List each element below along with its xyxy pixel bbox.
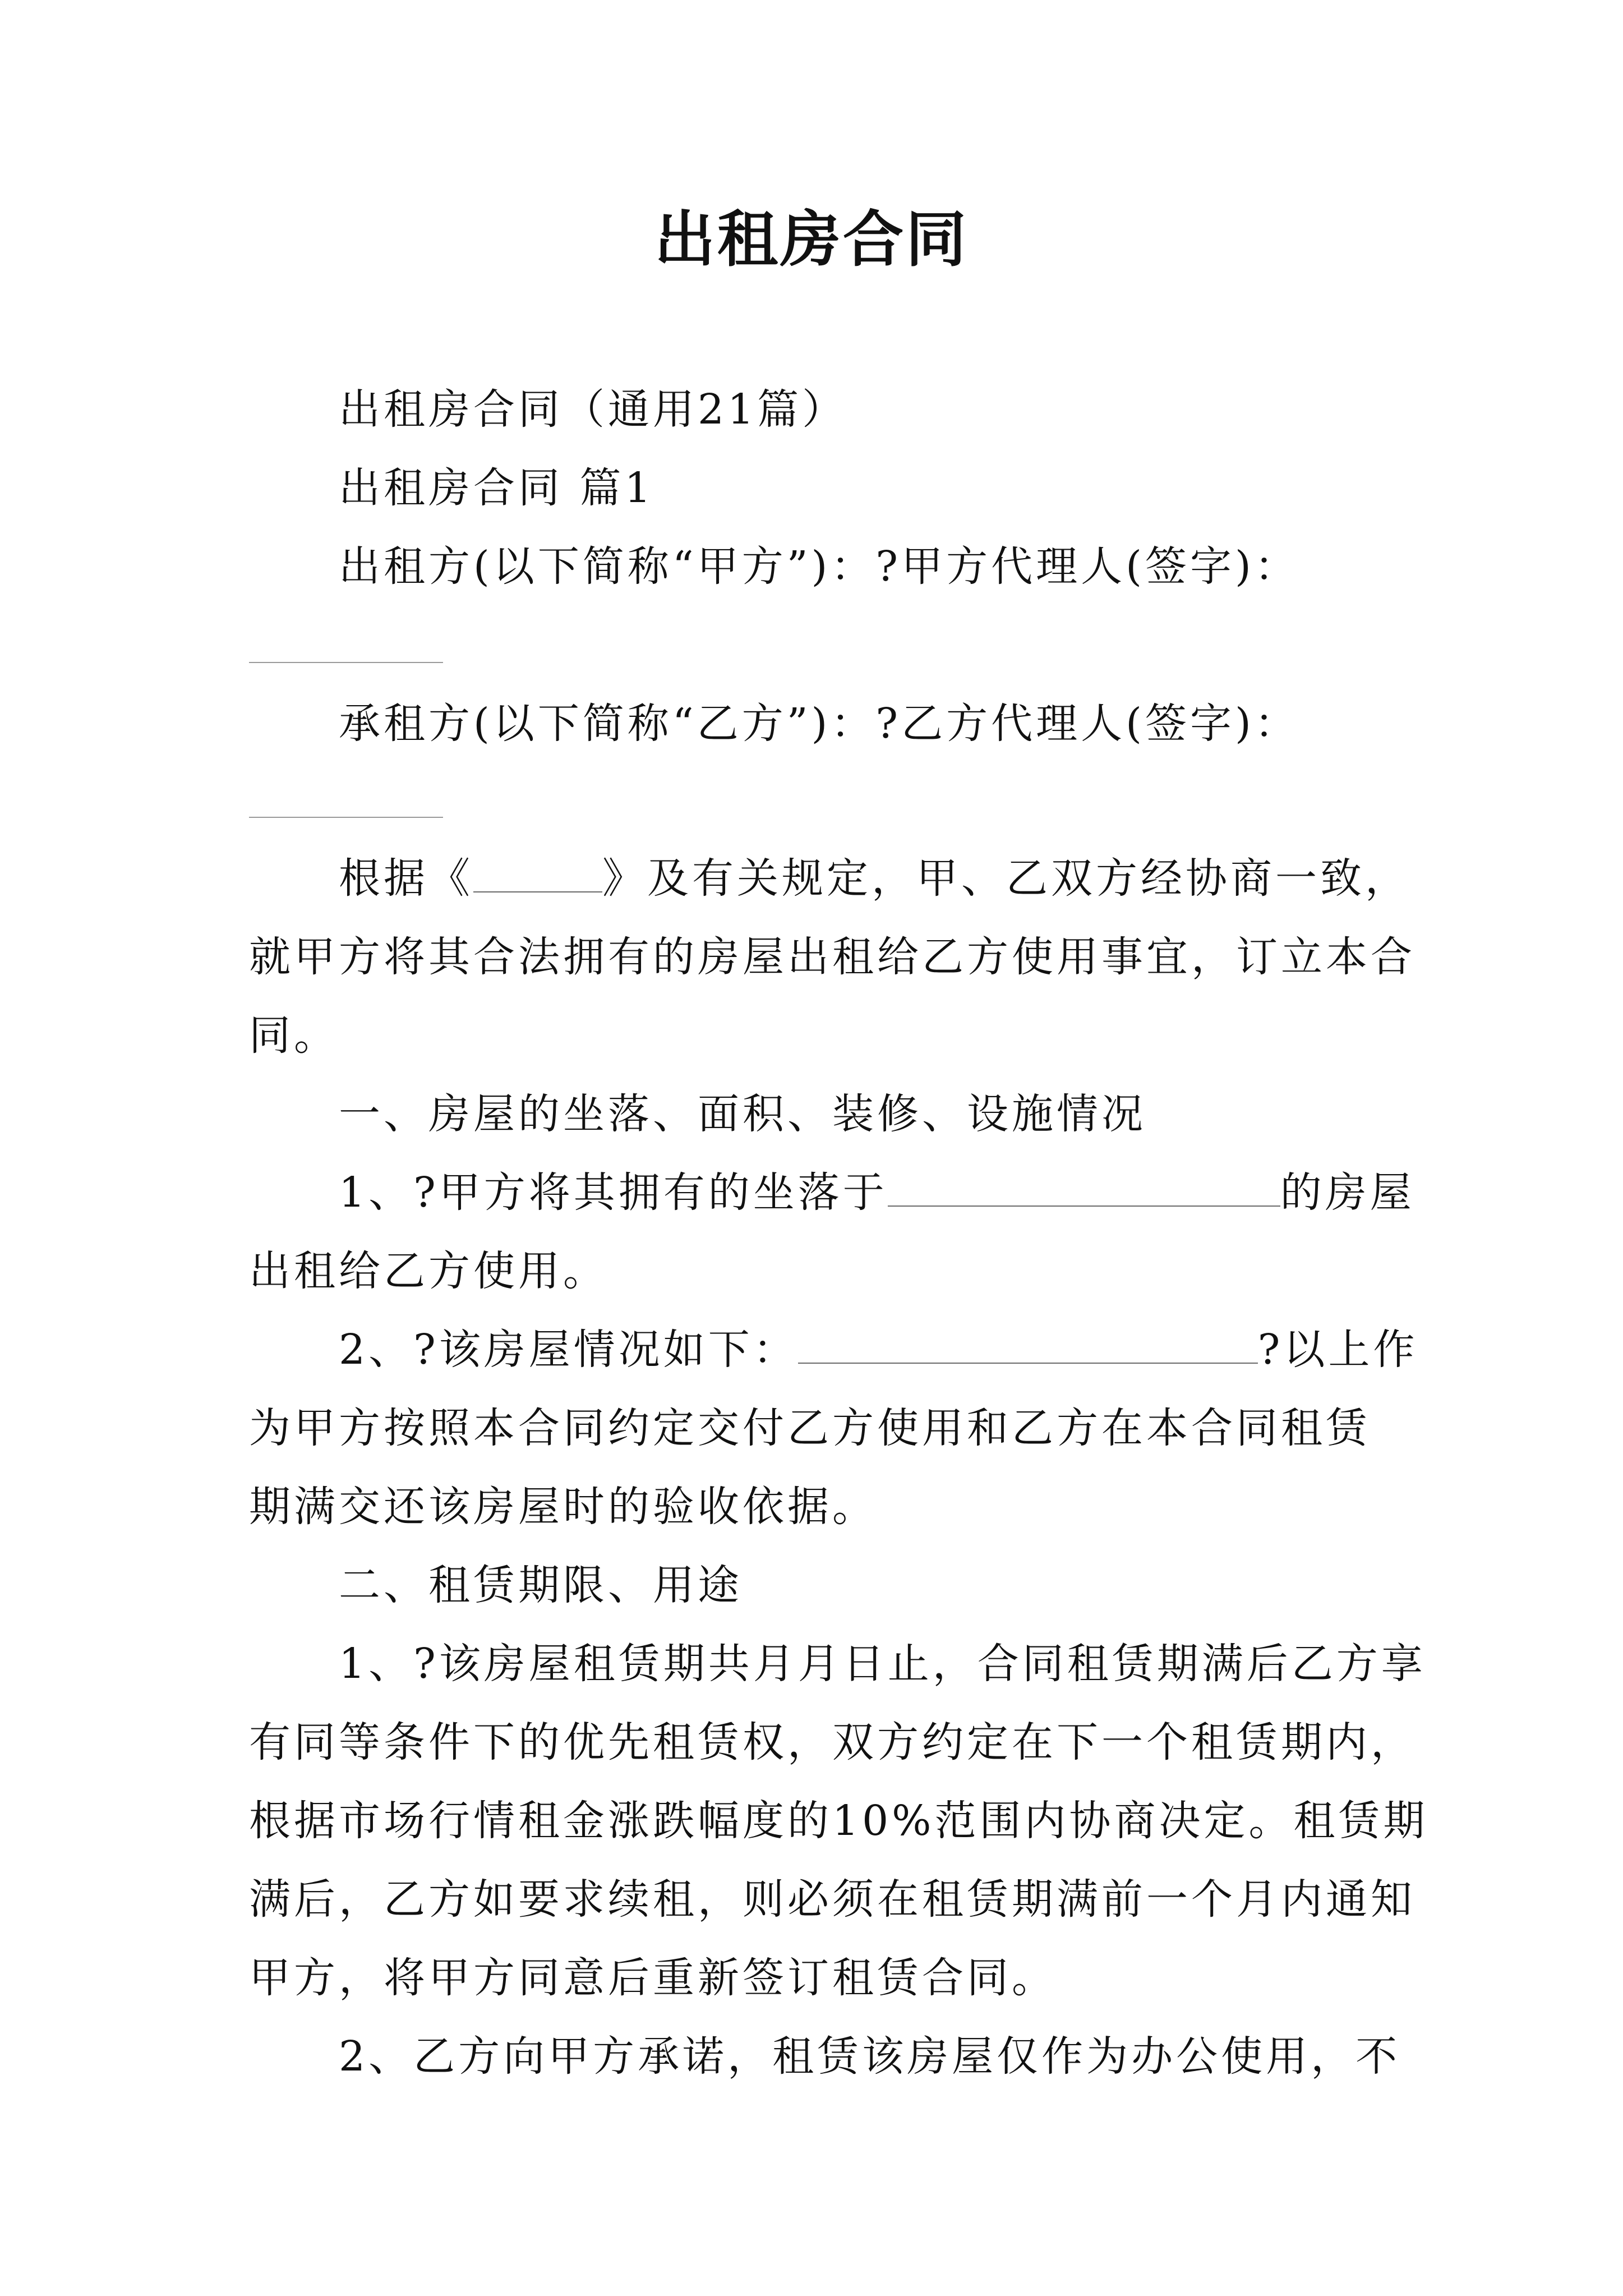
house-condition-blank — [798, 1362, 1258, 1364]
section-1-item-1-line-2: 出租给乙方使用。 — [249, 1247, 608, 1295]
law-name-blank — [473, 891, 602, 892]
section-1-item-1-line-1 — [339, 1165, 1415, 1221]
intro-line-1 — [339, 850, 1410, 907]
section-1-item-1-pre: 1、?甲方将其拥有的坐落于 — [339, 1168, 888, 1217]
section-2-item-1-line-3: 根据市场行情租金涨跌幅度的10%范围内协商决定。租赁期 — [249, 1797, 1428, 1845]
section-2-item-1-line-4: 满后，乙方如要求续租，则必须在租赁期满前一个月内通知 — [249, 1875, 1415, 1924]
section-2-item-1-line-1: 1、?该房屋租赁期共月月日止，合同租赁期满后乙方享 — [339, 1640, 1426, 1688]
section-heading: 出租房合同 篇1 — [339, 464, 654, 512]
section-2-item-2-line-1: 2、乙方向甲方承诺，租赁该房屋仅作为办公使用，不 — [339, 2032, 1401, 2081]
section-2-heading: 二、租赁期限、用途 — [339, 1561, 743, 1609]
section-1-item-1-post: 的房屋 — [1280, 1168, 1415, 1217]
party-a-signature-line — [249, 662, 443, 663]
section-1-item-2-line-1 — [339, 1322, 1418, 1378]
intro-line-1-post: 》及有关规定，甲、乙双方经协商一致， — [602, 854, 1410, 903]
party-b-line: 承租方(以下简称“乙方”)：?乙方代理人(签字)： — [339, 700, 1299, 748]
section-1-item-2-line-3: 期满交还该房屋时的验收依据。 — [249, 1483, 877, 1531]
section-2-item-1-line-2: 有同等条件下的优先租赁权，双方约定在下一个租赁期内， — [249, 1718, 1415, 1766]
section-1-item-2-post: ?以上作 — [1257, 1326, 1418, 1374]
intro-line-3: 同。 — [249, 1011, 339, 1060]
location-blank — [888, 1205, 1280, 1207]
intro-line-1-pre: 根据《 — [339, 854, 473, 903]
document-subtitle: 出租房合同（通用21篇） — [339, 385, 847, 434]
section-2-item-1-line-5: 甲方，将甲方同意后重新签订租赁合同。 — [249, 1954, 1057, 2002]
section-1-item-2-line-2: 为甲方按照本合同约定交付乙方使用和乙方在本合同租赁 — [249, 1404, 1371, 1452]
section-1-heading: 一、房屋的坐落、面积、装修、设施情况 — [339, 1090, 1146, 1138]
intro-line-2: 就甲方将其合法拥有的房屋出租给乙方使用事宜，订立本合 — [249, 933, 1415, 981]
section-1-item-2-pre: 2、?该房屋情况如下： — [339, 1326, 798, 1374]
document-title: 出租房合同 — [654, 204, 969, 275]
party-b-signature-line — [249, 817, 443, 818]
party-a-line: 出租方(以下简称“甲方”)：?甲方代理人(签字)： — [339, 542, 1299, 591]
